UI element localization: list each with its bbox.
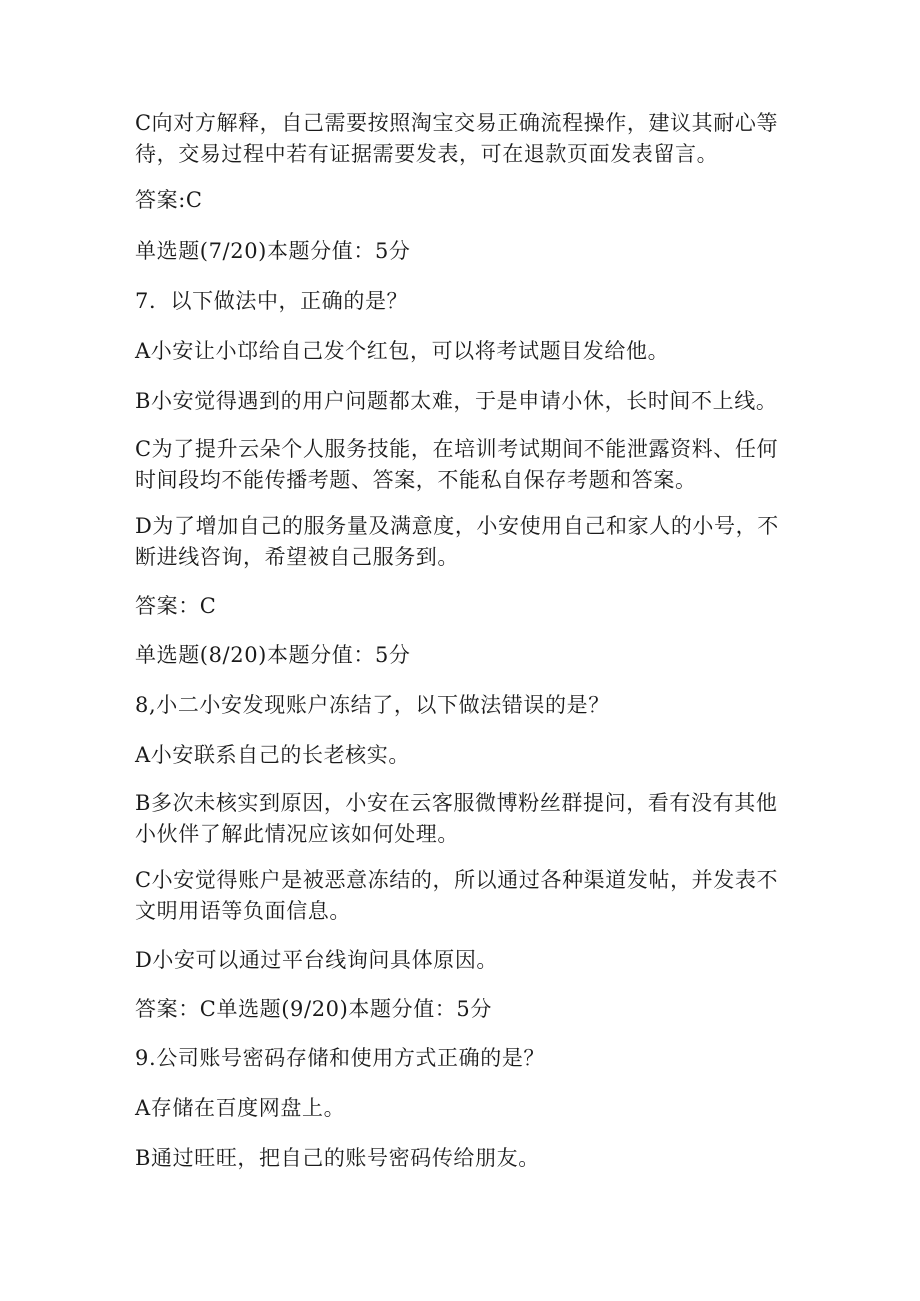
option-c-line-1: C向对方解释，自己需要按照淘宝交易正确流程操作，建议其耐心等 — [135, 111, 779, 135]
option-c-line-2: 待，交易过程中若有证据需要发表，可在退款页面发表留言。 — [135, 142, 719, 166]
question-7-option-a: A小安让小邙给自己发个红包，可以将考试题目发给他。 — [135, 339, 670, 363]
question-9-option-a: A存储在百度网盘上。 — [135, 1096, 346, 1120]
question-7-option-d-line-2: 断进线咨询，希望被自己服务到。 — [135, 545, 459, 569]
question-8-option-d: D小安可以通过平台线询问具体原因。 — [135, 948, 499, 972]
answer-7: 答案：C — [135, 594, 217, 618]
question-7-option-d-line-1: D为了增加自己的服务量及满意度，小安使用自己和家人的小号，不 — [135, 514, 779, 538]
question-8-option-c-line-2: 文明用语等负面信息。 — [135, 899, 351, 923]
question-8-option-c-line-1: C小安觉得账户是被恶意冻结的，所以通过各种渠道发帖，并发表不 — [135, 868, 779, 892]
question-8-option-a: A小安联系自己的长老核实。 — [135, 743, 410, 767]
question-8-text: 8,小二小安发现账户冻结了，以下做法错误的是？ — [135, 693, 610, 717]
question-8-option-b-line-2: 小伙伴了解此情况应该如何处理。 — [135, 822, 459, 846]
answer-6: 答案:C — [135, 188, 203, 212]
question-9-text: 9.公司账号密码存储和使用方式正确的是？ — [135, 1046, 546, 1070]
question-9-option-b: B通过旺旺，把自己的账号密码传给朋友。 — [135, 1146, 540, 1170]
question-7-option-c-line-1: C为了提升云朵个人服务技能，在培训考试期间不能泄露资料、任何 — [135, 437, 779, 461]
question-7-option-b: B小安觉得遇到的用户问题都太难，于是申请小休，长时间不上线。 — [135, 389, 778, 413]
question-8-option-b-line-1: B多次未核实到原因，小安在云客服微博粉丝群提问，看有没有其他 — [135, 791, 778, 815]
question-8-header: 单选题(8/20)本题分值：5分 — [135, 643, 411, 667]
question-7-option-c-line-2: 时间段均不能传播考题、答案，不能私自保存考题和答案。 — [135, 468, 697, 492]
answer-8-and-question-9-header: 答案：C单选题(9/20)本题分值：5分 — [135, 997, 492, 1021]
question-7-header: 单选题(7/20)本题分值：5分 — [135, 239, 411, 263]
question-7-text: 7．以下做法中，正确的是？ — [135, 289, 409, 313]
